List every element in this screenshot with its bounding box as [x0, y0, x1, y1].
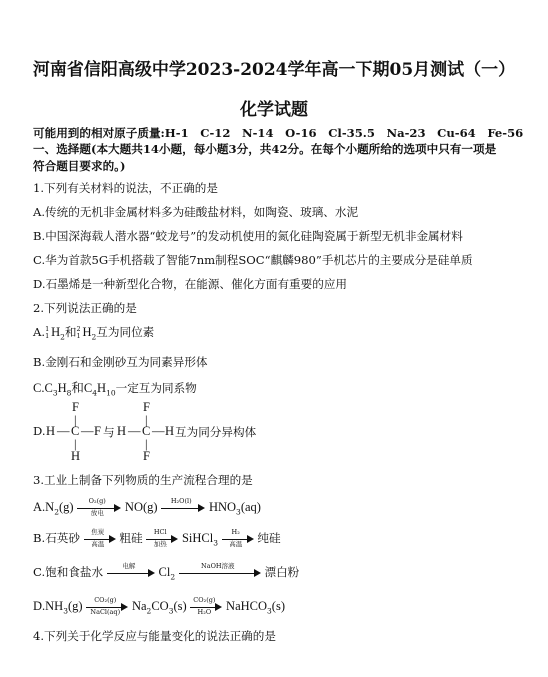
structure-2-right: H [165, 424, 175, 438]
section-heading-line1: 一、选择题(本大题共14小题，每小题3分，共42分。在每个小题所给的选项中只有一项是 [33, 142, 497, 156]
q2-option-a: A. 1 1 $H_2$和 2 1 $H_2$互为同位素 [33, 325, 155, 342]
q1-option-b: B.中国深海载人潜水器“蛟龙号”的发动机使用的氮化硅陶瓷属于新型无机非金属材料 [33, 229, 463, 243]
page-title: 河南省信阳高级中学2023-2024学年高一下期05月测试（一） [32, 60, 516, 80]
q1-option-d: D.石墨烯是一种新型化合物，在能源、催化方面有重要的应用 [33, 277, 348, 291]
page-subtitle: 化学试题 [240, 100, 308, 120]
structure-2-center: C [142, 424, 151, 438]
q1-option-c: C.华为首款5G手机搭载了智能7nm制程SOC“麒麟980”手机芯片的主要成分是硅单质 [33, 253, 473, 267]
structure-1-top: F [72, 400, 79, 414]
q4-stem: 4.下列关于化学反应与能量变化的说法正确的是 [33, 629, 276, 643]
reaction-arrow: H₂ 高温 [222, 530, 254, 548]
structure-1-center: C [71, 424, 80, 438]
reaction-arrow: $\frac{\text{CO₂(g)}}{\text{H₂O}}$ [190, 598, 222, 616]
q2-stem: 2.下列说法正确的是 [33, 301, 137, 315]
structure-2-left: H [117, 424, 127, 438]
structure-2-top: F [143, 400, 150, 414]
structure-2-bottom: F [143, 449, 150, 463]
reaction-arrow: H₂O(l) [161, 499, 205, 517]
reaction-arrow: NaOH溶液 [179, 564, 261, 582]
q2-option-d-suffix: 互为同分异构体 [175, 425, 257, 439]
atomic-masses: 可能用到的相对原子质量:H-1 C-12 N-14 O-16 Cl-35.5 Na-23 Cu-64 Fe-56 [33, 126, 524, 140]
q2-option-b: B.金刚石和金刚砂互为同素异形体 [33, 355, 208, 369]
q3-stem: 3.工业上制备下列物质的生产流程合理的是 [33, 473, 253, 487]
structure-connector: 与 [103, 425, 115, 439]
reaction-arrow: O₂(g) 放电 [77, 499, 121, 517]
q3-option-b: B.石英砂 焦炭 高温 粗硅 HCl 加热 SiHCl$_3$ H₂ 高温 纯硅 [33, 528, 281, 548]
structure-1-left: H [46, 424, 56, 438]
section-heading-line2: 符合题目要求的。) [33, 159, 126, 173]
q1-option-a: A.传统的无机非金属材料多为硅酸盐材料，如陶瓷、玻璃、水泥 [33, 205, 359, 219]
q3-option-a: $A.N_2(g)$ O₂(g) 放电 NO(g) H₂O(l) $HNO_3(aq)$ [33, 497, 261, 517]
q3-option-d: $D.NH_3(g)$ CO₂(g) NaCl(aq) $Na_2CO_3(s)$ $\frac{\text{CO₂(g)}}{\text{H₂O}}$ NaHCO$_3$(s) [33, 596, 285, 616]
structure-1-right: F [94, 424, 101, 438]
q1-stem: 1.下列有关材料的说法，不正确的是 [33, 181, 218, 195]
reaction-arrow: CO₂(g) NaCl(aq) [86, 598, 128, 616]
reaction-arrow: HCl 加热 [146, 530, 178, 548]
reaction-arrow: 电解 [107, 564, 155, 582]
reaction-arrow: 焦炭 高温 [84, 530, 116, 548]
isotope-label: 1 1 [45, 325, 50, 340]
q2-option-c: $C.C_3H_8$和$C_4H_{10}$一定互为同系物 [33, 381, 197, 398]
structure-1-bottom: H [71, 449, 81, 463]
isotope-label: 2 1 [76, 325, 81, 340]
q3-option-c: C.饱和食盐水 电解 $Cl_2$ NaOH溶液 漂白粉 [33, 562, 300, 582]
